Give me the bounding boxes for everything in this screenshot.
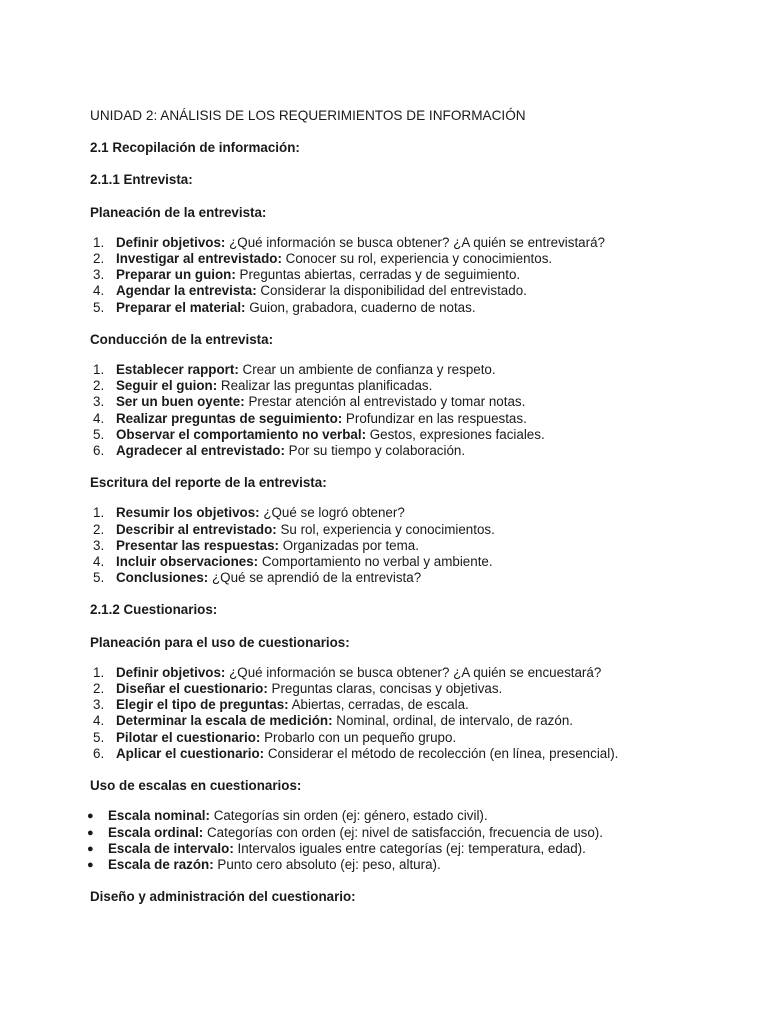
list-item: 3. Ser un buen oyente: Prestar atención al entrevistado y tomar notas. <box>93 394 526 410</box>
list-item: 3. Elegir el tipo de preguntas: Abiertas, cerradas, de escala. <box>93 697 469 713</box>
list-planeacion <box>90 235 730 316</box>
bullet-icon: ● <box>87 810 94 823</box>
bullet-icon: ● <box>87 826 94 839</box>
list-reporte <box>90 505 730 586</box>
list-item: 1. Definir objetivos: ¿Qué información se busca obtener? ¿A quién se entrevistará? <box>93 234 605 250</box>
subheading-conduccion: Conducción de la entrevista: <box>90 331 274 347</box>
list-item: 4. Realizar preguntas de seguimiento: Profundizar en las respuestas. <box>93 410 527 426</box>
list-planeacion-cuestionarios <box>90 665 730 762</box>
list-item: ● Escala de razón: Punto cero absoluto (ej: peso, altura). <box>87 856 441 872</box>
page-title: UNIDAD 2: ANÁLISIS DE LOS REQUERIMIENTOS DE INFORMACIÓN <box>90 108 526 123</box>
list-item: 1. Definir objetivos: ¿Qué información se busca obtener? ¿A quién se encuestará? <box>93 664 602 680</box>
list-escalas <box>87 808 730 873</box>
list-item: ● Escala nominal: Categorías sin orden (ej: género, estado civil). <box>87 808 488 824</box>
list-item: 4. Agendar la entrevista: Considerar la disponibilidad del entrevistado. <box>93 283 527 299</box>
subheading-escalas: Uso de escalas en cuestionarios: <box>90 778 302 794</box>
list-item: 6. Aplicar el cuestionario: Considerar el método de recolección (en línea, presencial). <box>93 745 619 761</box>
list-item: 2. Diseñar el cuestionario: Preguntas claras, concisas y objetivas. <box>93 681 503 697</box>
list-conduccion <box>90 362 730 459</box>
list-item: 3. Preparar un guion: Preguntas abiertas, cerradas y de seguimiento. <box>93 267 521 283</box>
list-item: 6. Agradecer al entrevistado: Por su tiempo y colaboración. <box>93 443 466 459</box>
list-item: ● Escala de intervalo: Intervalos iguales entre categorías (ej: temperatura, edad). <box>87 840 586 856</box>
list-item: 3. Presentar las respuestas: Organizadas por tema. <box>93 537 419 553</box>
subheading-reporte: Escritura del reporte de la entrevista: <box>90 475 327 491</box>
list-item: 1. Establecer rapport: Crear un ambiente de confianza y respeto. <box>93 362 496 378</box>
list-item: 4. Incluir observaciones: Comportamiento no verbal y ambiente. <box>93 554 493 570</box>
list-item: 5. Pilotar el cuestionario: Probarlo con un pequeño grupo. <box>93 729 457 745</box>
bullet-icon: ● <box>87 858 94 871</box>
list-item: 2. Seguir el guion: Realizar las preguntas planificadas. <box>93 378 433 394</box>
list-item: ● Escala ordinal: Categorías con orden (ej: nivel de satisfacción, frecuencia de uso). <box>87 824 603 840</box>
list-item: 2. Investigar al entrevistado: Conocer su rol, experiencia y conocimientos. <box>93 251 553 267</box>
section-heading-2-1-2: 2.1.2 Cuestionarios: <box>90 602 218 618</box>
list-item: 5. Preparar el material: Guion, grabadora, cuaderno de notas. <box>93 299 476 315</box>
list-item: 2. Describir al entrevistado: Su rol, experiencia y conocimientos. <box>93 521 495 537</box>
list-item: 5. Conclusiones: ¿Qué se aprendió de la entrevista? <box>93 570 422 586</box>
bullet-icon: ● <box>87 842 94 855</box>
section-heading-2-1-1: 2.1.1 Entrevista: <box>90 172 193 188</box>
subheading-diseno: Diseño y administración del cuestionario: <box>90 889 356 905</box>
subheading-planeacion-cuestionarios: Planeación para el uso de cuestionarios: <box>90 634 350 650</box>
list-item: 4. Determinar la escala de medición: Nominal, ordinal, de intervalo, de razón. <box>93 713 573 729</box>
list-item: 5. Observar el comportamiento no verbal: Gestos, expresiones faciales. <box>93 426 545 442</box>
list-item: 1. Resumir los objetivos: ¿Qué se logró obtener? <box>93 505 405 521</box>
subheading-planeacion: Planeación de la entrevista: <box>90 204 267 220</box>
document-page <box>87 108 730 905</box>
section-heading-2-1: 2.1 Recopilación de información: <box>90 140 300 156</box>
